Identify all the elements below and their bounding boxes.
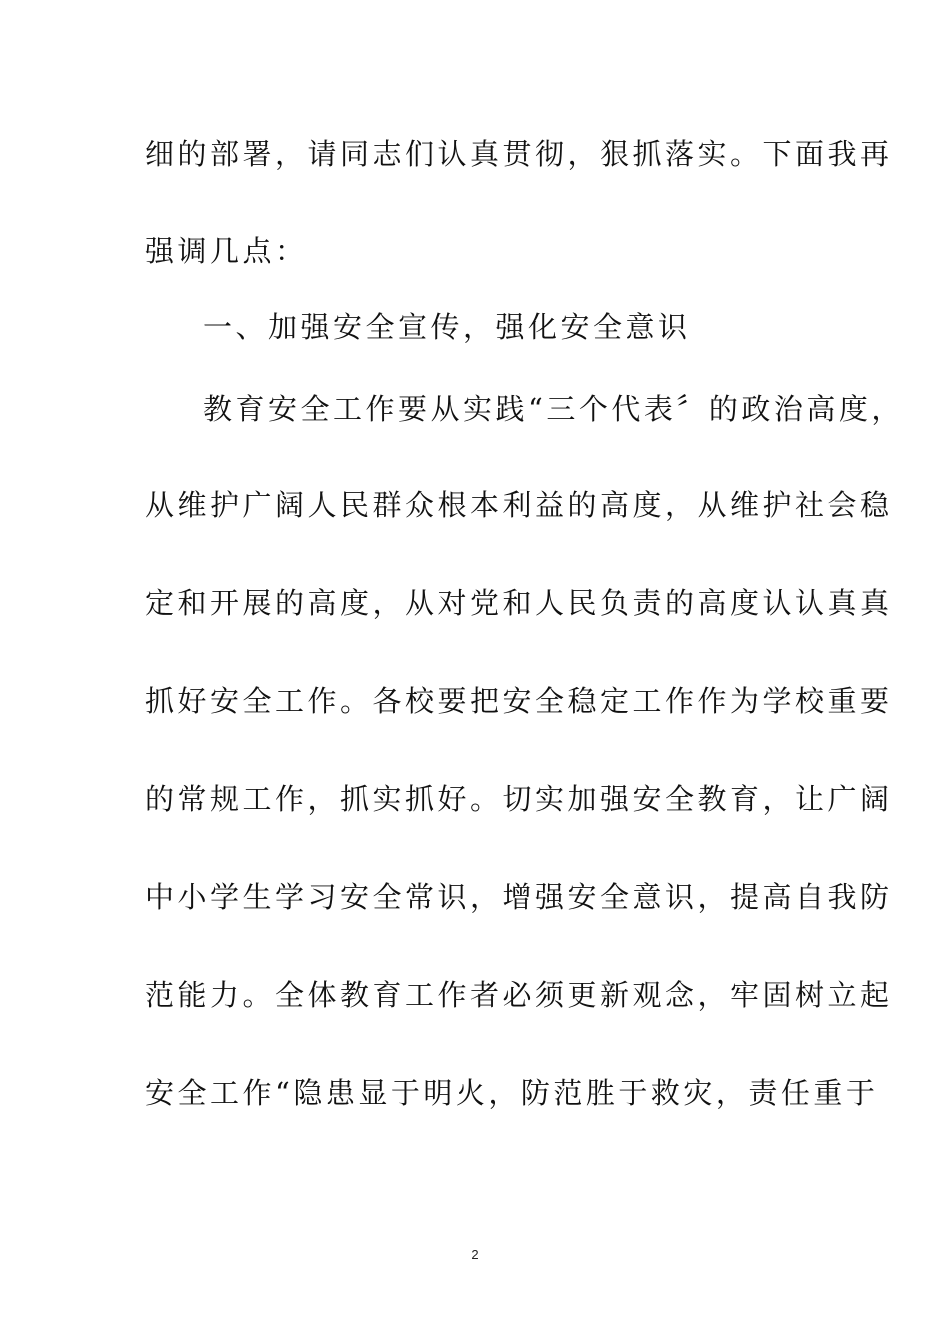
body-text-line: 定和开展的高度，从对党和人民负责的高度认认真真 (145, 586, 893, 620)
body-text-line: 从维护广阔人民群众根本利益的高度，从维护社会稳 (145, 488, 893, 522)
body-text-line: 中小学生学习安全常识，增强安全意识，提高自我防 (145, 880, 893, 914)
body-text-line: 的常规工作，抓实抓好。切实加强安全教育，让广阔 (145, 782, 893, 816)
page-number: 2 (471, 1247, 479, 1262)
body-text-line: 强调几点： (145, 234, 308, 268)
body-text-line: 范能力。全体教育工作者必须更新观念，牢固树立起 (145, 978, 893, 1012)
body-text-line: 安全工作“隐患显于明火，防范胜于救灾，责任重于 (145, 1076, 879, 1110)
body-text-line: 细的部署，请同志们认真贯彻，狠抓落实。下面我再 (145, 137, 893, 171)
section-heading: 一、加强安全宣传，强化安全意识 (203, 310, 691, 344)
body-text-line: 抓好安全工作。各校要把安全稳定工作作为学校重要 (145, 684, 893, 718)
paragraph-first-line: 教育安全工作要从实践“三个代表〞的政治高度， (203, 392, 904, 426)
